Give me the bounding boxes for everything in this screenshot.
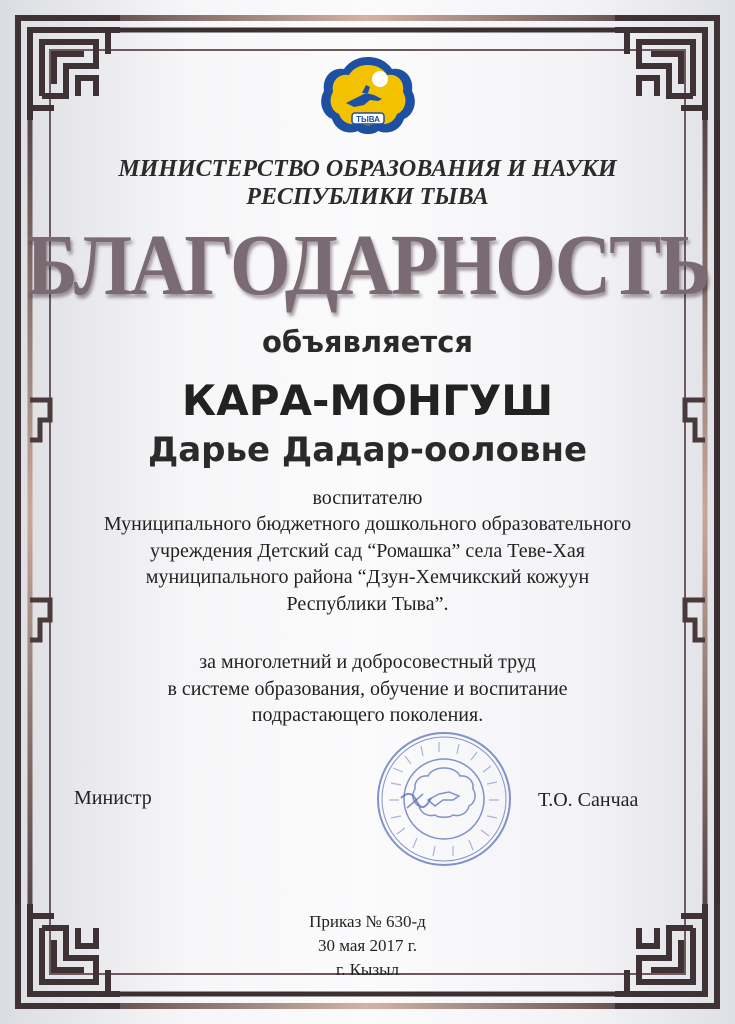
- recipient-surname: КАРА-МОНГУШ: [181, 376, 554, 425]
- organization-line-1: Муниципального бюджетного дошкольного образовательного: [103, 513, 632, 535]
- reason-line-2: в системе образования, обучение и воспитание: [167, 677, 568, 700]
- order-number: Приказ № 630-д: [309, 912, 426, 931]
- official-seal-stamp-icon: [373, 728, 515, 870]
- announced-text: объявляется: [261, 325, 474, 359]
- organization-line-2: учреждения Детский сад “Ромашка” села Теве-Хая: [150, 539, 585, 562]
- corner-ornament-top-left: [18, 18, 120, 120]
- reason-line-3: подрастающего поколения.: [251, 704, 484, 726]
- signatory-role: Министр: [74, 787, 152, 809]
- recipient-position: воспитателю: [312, 487, 423, 509]
- reason-block: [0, 649, 735, 729]
- organization-line-4: Республики Тыва”.: [286, 592, 449, 615]
- tyva-emblem-icon: [318, 53, 418, 137]
- ministry-line-1: МИНИСТЕРСТВО ОБРАЗОВАНИЯ И НАУКИ: [118, 156, 617, 182]
- svg-text:ТЫВА: ТЫВА: [356, 115, 380, 124]
- order-city: г. Кызыл: [336, 960, 399, 979]
- certificate-title: БЛАГОДАРНОСТЬ: [26, 215, 709, 314]
- ministry-line-2: РЕСПУБЛИКИ ТЫВА: [246, 184, 489, 210]
- recipient-given-names: Дарье Дадар-ооловне: [147, 430, 588, 470]
- ministry-heading: [0, 155, 735, 211]
- order-date: 30 мая 2017 г.: [317, 936, 418, 955]
- corner-ornament-top-right: [615, 18, 717, 120]
- signatory-name: Т.О. Санчаа: [538, 789, 639, 811]
- reason-line-1: за многолетний и добросовестный труд: [199, 651, 536, 673]
- order-block: [0, 910, 735, 982]
- organization-block: [0, 511, 735, 617]
- organization-line-3: муниципального района “Дзун-Хемчикский кожуун: [145, 566, 590, 588]
